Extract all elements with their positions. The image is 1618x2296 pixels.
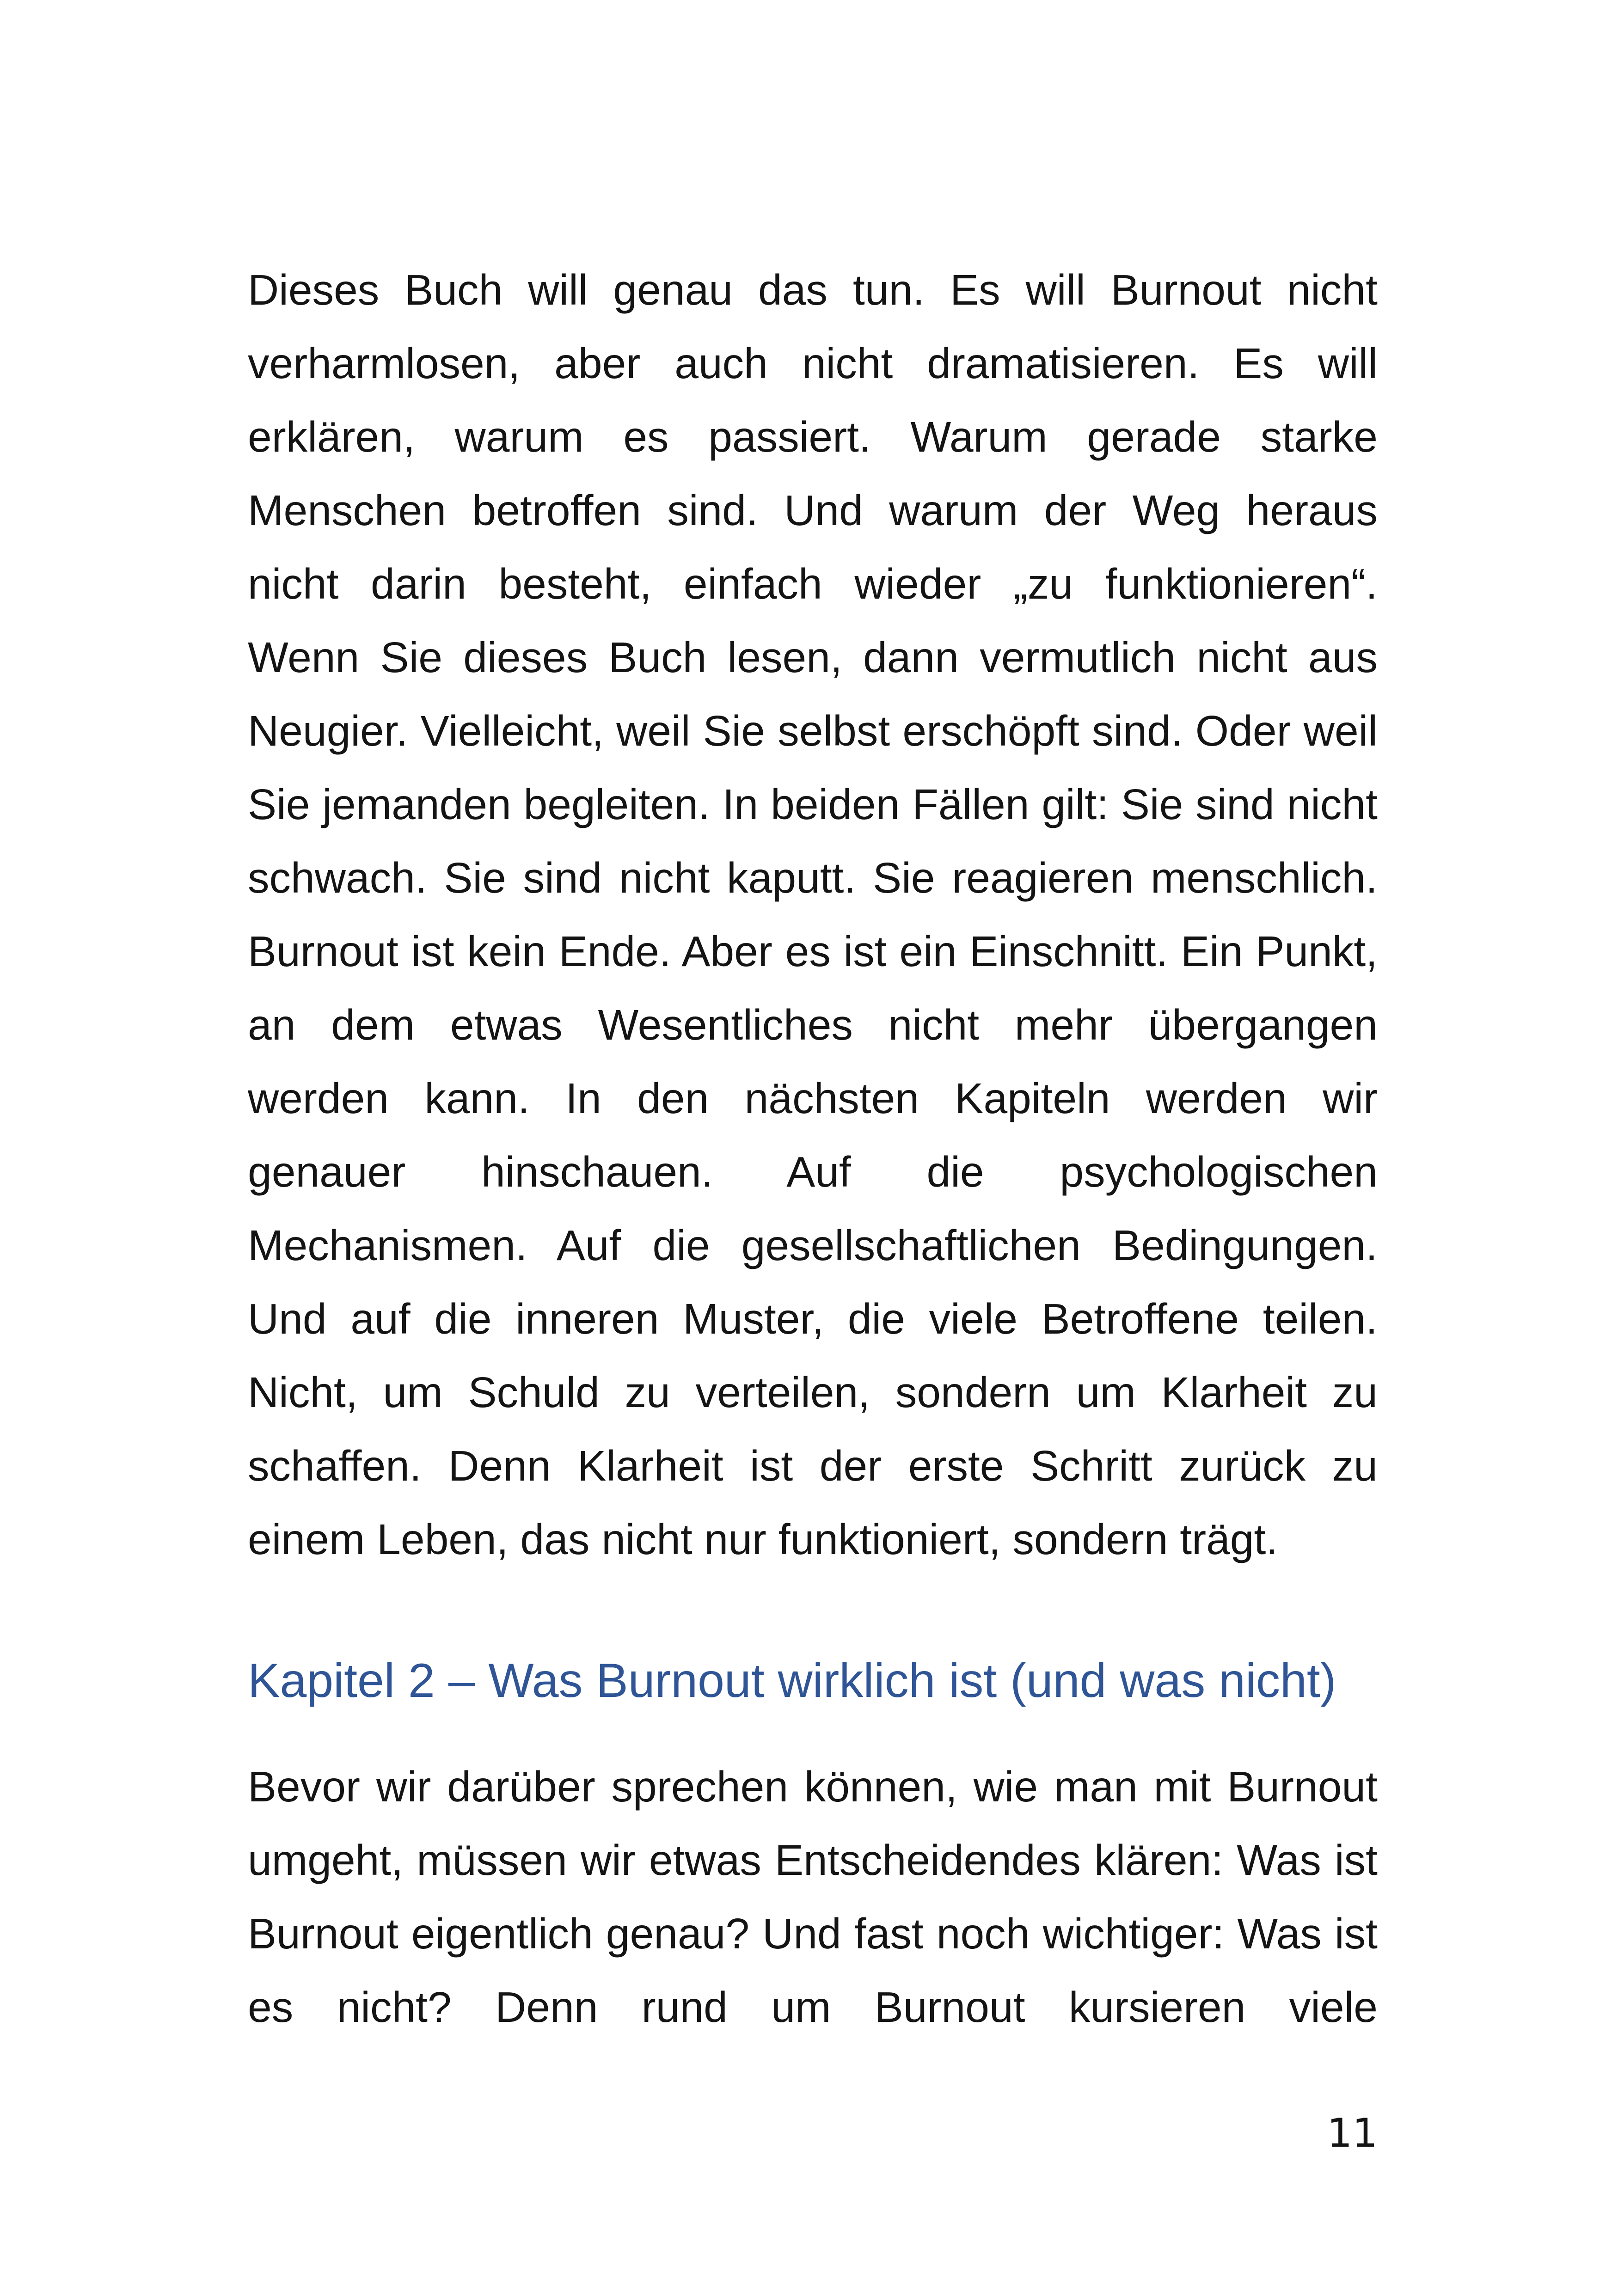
page-number: 11 bbox=[1327, 2110, 1378, 2156]
body-paragraph-2: Bevor wir darüber sprechen können, wie man mit Burnout umgeht, müssen wir etwas Entscheidendes klären: Was ist Burnout eigentlich genau? Und fast noch wichtiger: Was ist es nicht? Denn rund um Burnout kursieren viele bbox=[248, 1763, 1378, 2031]
body-paragraph-1: Dieses Buch will genau das tun. Es will Burnout nicht verharmlosen, aber auch nicht dramatisieren. Es will erklären, warum es passiert. Warum gerade starke Menschen betroffen sind. Und warum der Weg heraus nicht darin besteht, einfach wieder „zu funktionieren“. Wenn Sie dieses Buch lesen, dann vermutlich nicht aus Neugier. Vielleicht, weil Sie selbst erschöpft sind. Oder weil Sie jemanden begleiten. In beiden Fällen gilt: Sie sind nicht schwach. Sie sind nicht kaputt. Sie reagieren menschlich. Burnout ist kein Ende. Aber es ist ein Einschnitt. Ein Punkt, an dem etwas Wesentliches nicht mehr übergangen werden kann. In den nächsten Kapiteln werden wir genauer hinschauen. Auf die psychologischen Mechanismen. Auf die gesellschaftlichen Bedingungen. Und auf die inneren Muster, die viele Betroffene teilen. Nicht, um Schuld zu verteilen, sondern um Klarheit zu schaffen. Denn Klarheit ist der erste Schritt zurück zu einem Leben, das nicht nur funktioniert, sondern trägt. bbox=[248, 266, 1378, 1563]
chapter-heading: Kapitel 2 – Was Burnout wirklich ist (und was nicht) bbox=[248, 1654, 1336, 1708]
